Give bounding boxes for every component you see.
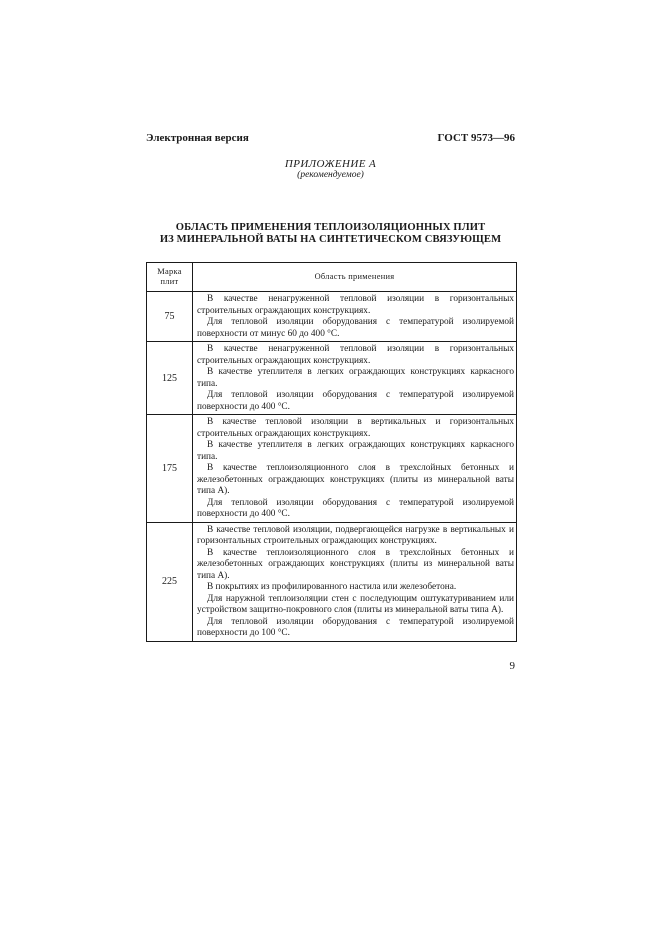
application-paragraph: В качестве ненагруженной тепловой изоляции в горизонтальных строительных ограждающих конструкциях. [197,344,514,366]
document-title-line-1: ОБЛАСТЬ ПРИМЕНЕНИЯ ТЕПЛОИЗОЛЯЦИОННЫХ ПЛИТ [175,222,486,233]
application-paragraph: В качестве теплоизоляционного слоя в трехслойных бетонных и железобетонных ограждающих конструкциях (плиты из минеральной ваты типа А). [197,463,514,496]
table-body [147,292,517,642]
table-row [147,415,517,523]
application-scope-cell [193,342,517,415]
header-edition-label: Электронная версия [146,132,249,144]
plate-grade-cell: 75 [147,292,193,342]
scope-column-header: Область применения [193,263,517,292]
document-title-line-2: ИЗ МИНЕРАЛЬНОЙ ВАТЫ НА СИНТЕТИЧЕСКОМ СВЯЗУЮЩЕМ [159,234,502,245]
application-paragraph: Для тепловой изоляции оборудования с температурой изолируемой поверхности до 400 °С. [197,497,514,519]
table-row [147,522,517,641]
application-paragraph: В качестве утеплителя в легких ограждающих конструкциях каркасного типа. [197,367,514,389]
document-title [0,222,661,246]
table-row [147,342,517,415]
plate-grade-cell: 175 [147,415,193,523]
application-scope-cell [193,415,517,523]
application-paragraph: Для тепловой изоляции оборудования с температурой изолируемой поверхности до 400 °С. [197,390,514,412]
header-standard-number: ГОСТ 9573—96 [437,132,515,144]
page-number: 9 [509,660,515,672]
plate-grade-cell: 225 [147,522,193,641]
plate-grade-cell: 125 [147,342,193,415]
application-paragraph: Для тепловой изоляции оборудования с температурой изолируемой поверхности от минус 60 до 400 °С. [197,317,514,339]
application-paragraph: Для тепловой изоляции оборудования с температурой изолируемой поверхности до 100 °С. [197,616,514,638]
appendix-title: ПРИЛОЖЕНИЕ А [284,158,377,170]
application-paragraph: Для наружной теплоизоляции стен с последующим оштукатуриванием или устройством защитно-покровного слоя (плиты из минеральной ваты типа А). [197,593,514,615]
application-scope-table [146,262,517,642]
grade-header-line-1: Марка [157,267,182,276]
application-scope-cell [193,292,517,342]
grade-header-line-2: плит [160,277,179,286]
application-paragraph: В покрытиях из профилированного настила или железобетона. [207,582,457,592]
application-paragraph: В качестве ненагруженной тепловой изоляции в горизонтальных строительных ограждающих конструкциях. [197,294,514,316]
table-row [147,292,517,342]
application-paragraph: В качестве тепловой изоляции в вертикальных и горизонтальных строительных ограждающих конструкциях. [197,417,514,439]
application-scope-cell [193,522,517,641]
table-header-row [147,263,517,292]
appendix-subtitle: (рекомендуемое) [297,170,364,180]
application-paragraph: В качестве теплоизоляционного слоя в трехслойных бетонных и железобетонных ограждающих конструкциях (плиты из минеральной ваты типа А). [197,547,514,581]
application-paragraph: В качестве утеплителя в легких ограждающих конструкциях каркасного типа. [197,440,514,462]
grade-column-header [147,263,193,292]
application-paragraph: В качестве тепловой изоляции, подвергающейся нагрузке в вертикальных и горизонтальных строительных ограждающих конструкциях. [197,524,514,546]
